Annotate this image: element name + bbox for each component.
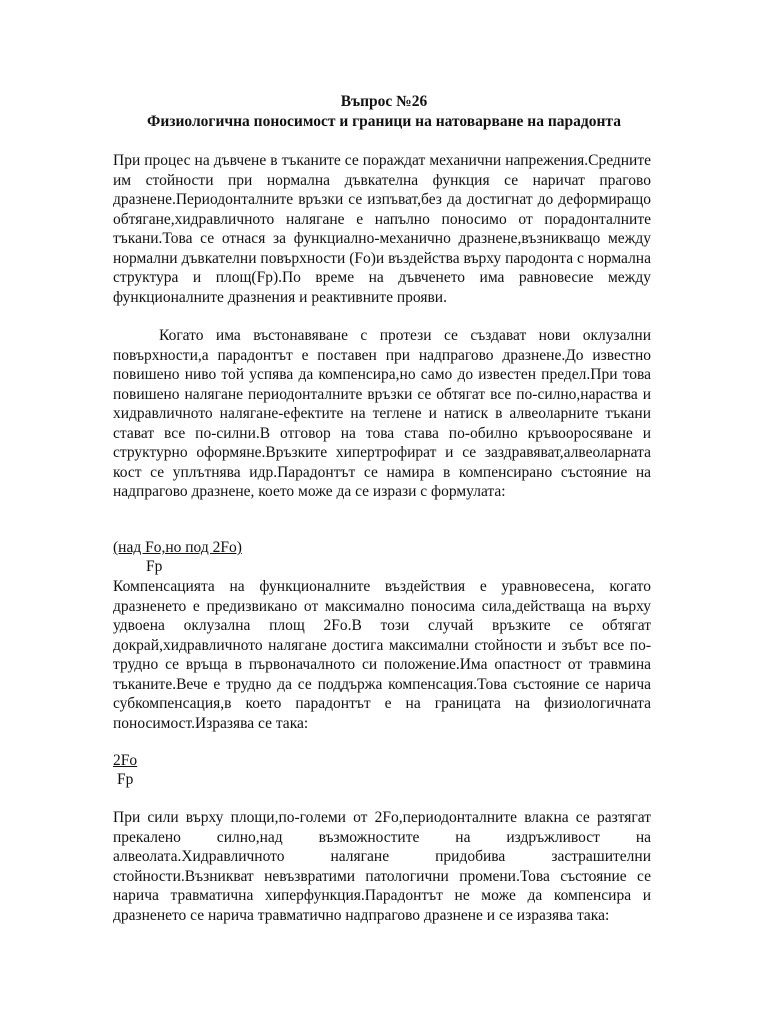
formula-2-denominator: Fp <box>117 771 134 788</box>
paragraph-2: Когато има въстонавяване с протези се създават нови оклузални повърхности,а парадонтът е поставен при надпрагово дразнене.До известно повишено ниво той успява да компенсира,но само до известен предел.При това повишено налягане периодонталните връзки се обтягат все по-силно,нараства и хидравличното налягане-ефектите на теглене и натиск в алвеоларните тъкани стават все по-силни.В отговор на това става по-обилно кръвооросяване и структурно оформяне.Връзките хипертрофират и се заздравяват,алвеоларната кост се уплътнява идр.Парадонтът се намира в компенсирано състояние на надпрагово дразнене, което може да се изрази с формулата: <box>113 327 651 500</box>
paragraph-1: При процес на дъвчене в тъканите се пораждат механични напрежения.Средните им стойности при нормална дъвкателна функция се наричат прагово дразнене.Периодонталните връзки се изпъват,без да достигнат до деформиращо обтягане,хидравличното налягане е напълно поносимо от порадонталните тъкани.Това се отнася за функциално-механично дразнене,възникващо между нормални дъвкателни повърхности (Fo)и въздейства върху пародонта с нормална структура и площ(Fp).По време на дъвченето има равновесие между функционалните дразнения и реактивните прояви. <box>113 152 651 306</box>
document-subtitle: Физиологична поносимост и граници на натоварване на парадонта <box>147 113 621 130</box>
formula-1-numerator: (над Fo,но под 2Fo) <box>113 539 242 556</box>
formula-1-denominator: Fp <box>146 558 163 575</box>
document-title: Въпрос №26 <box>340 93 428 110</box>
paragraph-4: При сили върху площи,по-големи от 2Fo,периодонталните влакна се разтягат прекалено силно,над възможностите на издръжливост на алвеолата.Хидравличното налягане придобива застрашителни стойности.Възникват невъзвратими патологични промени.Това състояние се нарича травматична хиперфункция.Парадонтът не може да компенсира и дразненето се нарича травматично надпрагово дразнене и се изразява така: <box>113 809 651 924</box>
paragraph-3: Компенсацията на функционалните въздействия е уравновесена, когато дразненето е предизвикано от максимално поносима сила,действаща на върху удвоена оклузална площ 2Fo.В този случай връзките се обтягат докрай,хидравличното налягане достига максимални стойности и зъбът все по-трудно се връща в първоначалното си положение.Има опастност от травмина тъканите.Вече е трудно да се поддържа компенсация.Това състояние се нарича субкомпенсация,в което парадонтът е на границата на физиологичната поносимост.Изразява се така: <box>113 578 651 732</box>
formula-2-numerator: 2Fo <box>113 752 138 769</box>
